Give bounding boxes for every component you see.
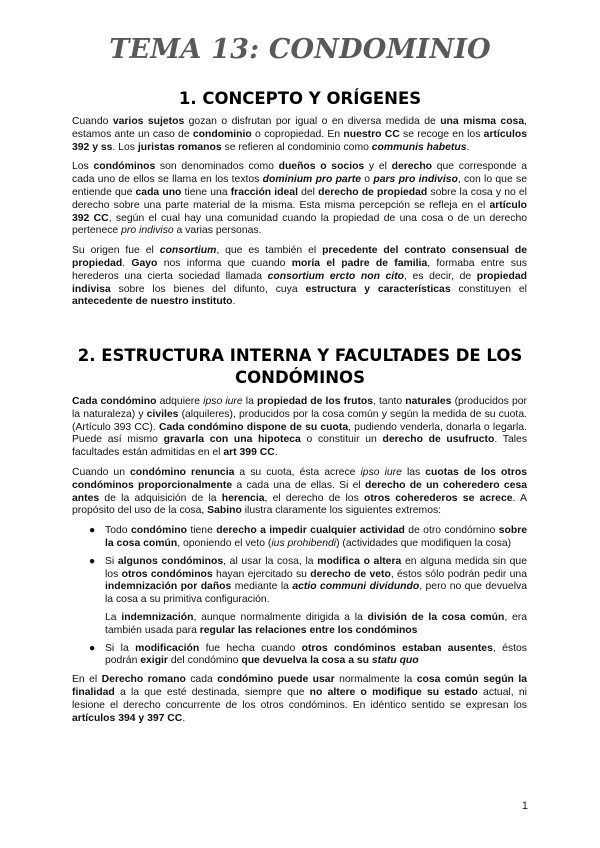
- bold-text: consortium ercto non cito: [267, 270, 405, 282]
- bold-text: precedente del contrato consensual de propiedad: [72, 245, 527, 269]
- text-run: .: [182, 712, 186, 724]
- text-run: tiene: [186, 525, 217, 537]
- text-run: Cuando: [72, 116, 113, 127]
- bold-text: Sabino: [207, 505, 242, 517]
- text-run: , el derecho de los: [264, 492, 364, 504]
- bold-text: Gayo: [131, 257, 158, 269]
- bold-text: communis habetus: [371, 141, 467, 153]
- text-run: , que es también el: [216, 245, 323, 257]
- bold-text: derecho de usufructo: [382, 434, 495, 446]
- text-run: , es decir, de: [404, 270, 477, 282]
- text-run: , oponiendo el veto (: [177, 537, 272, 549]
- text-run: constituyen el: [450, 283, 527, 295]
- text-run: Si la: [105, 642, 136, 654]
- bold-text: condómino: [130, 525, 187, 537]
- text-run: son denominados como: [155, 161, 279, 173]
- text-run: .: [122, 257, 132, 269]
- page-number: 1: [521, 800, 528, 812]
- text-run: tiene una: [181, 186, 231, 198]
- bold-text: dominium pro parte: [262, 174, 361, 186]
- text-run: se recoge en los: [399, 128, 484, 140]
- text-run: , estamos ante un caso de: [72, 116, 527, 140]
- bold-text: estructura y características: [305, 283, 451, 295]
- text-run: en alguna medida sin que los: [105, 555, 527, 580]
- text-run: Su origen fue el: [72, 245, 160, 257]
- text-run: fue hecha cuando: [199, 642, 302, 654]
- bullet-item: [72, 643, 527, 669]
- text-run: .: [466, 141, 470, 153]
- document-title: TEMA 13: CONDOMINIO: [109, 34, 491, 65]
- bold-text: pars pro indiviso: [373, 174, 458, 186]
- paragraph: [72, 467, 527, 518]
- bold-text: Cada condómino: [72, 396, 157, 407]
- bold-text: indemnización por daños: [105, 581, 232, 593]
- section-1-heading: 1. CONCEPTO Y ORÍGENES: [178, 89, 422, 108]
- text-run: Los: [72, 161, 94, 173]
- bold-text: cosa común según la finalidad: [72, 674, 528, 698]
- bold-text: art 399 CC: [223, 447, 275, 459]
- bullet-icon: ●: [89, 642, 96, 654]
- bold-text: dueños o socios: [278, 161, 365, 173]
- bold-text: derecho: [391, 161, 433, 173]
- paragraph: [72, 245, 527, 309]
- bullet-icon: ●: [89, 555, 96, 567]
- bold-text: artículo 392 CC: [72, 199, 527, 224]
- text-run: o constituir un: [300, 434, 383, 446]
- bullet-icon: ●: [89, 525, 96, 537]
- bullet-text: [105, 556, 527, 607]
- bold-text: varios sujetos: [112, 116, 185, 127]
- text-run: las: [401, 466, 426, 478]
- text-run: , aunque normalmente dirigida a la: [193, 611, 368, 623]
- text-run: y el: [364, 161, 392, 173]
- bold-text: regular las relaciones entre los condóminos: [199, 624, 418, 636]
- bold-text: otros coherederos se acrece: [364, 492, 513, 504]
- text-run: adquiere: [156, 396, 204, 407]
- bullet-text: [105, 525, 527, 551]
- bold-text: derecho de propiedad: [318, 186, 428, 198]
- text-run: o: [361, 174, 374, 186]
- text-run: En el: [72, 674, 102, 686]
- text-run: a la que esté destinada, siempre que: [114, 686, 310, 698]
- text-run: de otro condómino: [404, 525, 499, 537]
- text-run: , al usar la cosa, la: [223, 555, 318, 567]
- text-run: (producidos por la naturaleza) y: [72, 396, 527, 420]
- text-run: mediante la: [231, 581, 293, 593]
- bold-text: modificación: [135, 642, 200, 654]
- bold-text: Cada condómino dispone de su cuota: [158, 421, 349, 433]
- text-run: Todo: [105, 525, 131, 537]
- bold-text: naturales: [405, 396, 452, 407]
- bold-text: fracción ideal: [230, 186, 298, 198]
- bold-text: condóminos: [93, 161, 156, 173]
- section-1-body: [72, 116, 527, 316]
- text-run: a cada una de ellas. Si el: [232, 479, 366, 491]
- bold-text: algunos condóminos: [117, 555, 224, 567]
- bold-text: nuestro CC: [343, 128, 400, 140]
- text-run: , pudiendo venderla, donarla o legarla. Puede así mismo: [72, 421, 527, 446]
- text-run: . A propósito del uso de la cosa,: [72, 492, 527, 517]
- bold-text: propiedad indivisa: [72, 270, 527, 295]
- bold-text: otros condóminos: [121, 568, 213, 580]
- bold-text: consortium: [159, 245, 217, 257]
- bold-text: derecho a impedir cualquier actividad: [216, 525, 405, 537]
- bold-text: statu quo: [371, 655, 419, 667]
- text-run: ) (actividades que modifiquen la cosa): [336, 537, 512, 549]
- bullet-list: [72, 525, 527, 668]
- italic-text: ipso iure: [203, 396, 243, 407]
- text-run: .: [274, 447, 278, 459]
- text-run: cada: [185, 674, 218, 686]
- text-run: . Los: [112, 141, 138, 153]
- bold-text: artículos 392 y ss: [72, 128, 527, 153]
- bold-text: cada uno: [135, 186, 182, 198]
- text-run: .: [232, 296, 236, 308]
- bold-text: cuotas de los otros condóminos proporcionalmente: [72, 466, 527, 491]
- text-run: nos informa que cuando: [157, 257, 292, 269]
- text-run: La: [105, 611, 122, 623]
- text-run: de la adquisición de la: [99, 492, 222, 504]
- italic-text: pro indiviso: [121, 225, 174, 237]
- bold-text: moría el padre de familia: [291, 257, 428, 269]
- text-run: la: [242, 396, 257, 407]
- italic-text: ipso iure: [360, 466, 402, 478]
- bold-text: indemnización: [121, 611, 194, 623]
- bullet-item: [72, 525, 527, 551]
- text-run: , éstos sólo podrán pedir una: [390, 568, 527, 580]
- bold-text: actio communi dividundo: [292, 581, 420, 593]
- bold-text: derecho de un coheredero cesa antes: [72, 479, 527, 504]
- text-run: , según el cual hay una comunidad cuando la propiedad de una cosa o de un derecho pertenece: [72, 212, 528, 237]
- text-run: , éstos podrán: [105, 642, 527, 667]
- section-2-body: [72, 396, 527, 732]
- paragraph: [72, 674, 527, 725]
- text-run: ilustra claramente los siguientes extremos:: [241, 505, 442, 517]
- text-run: que corresponde a cada uno de ellos se llama en los textos: [72, 161, 528, 186]
- section-2-heading: 2. ESTRUCTURA INTERNA Y FACULTADES DE LOS CONDÓMINOS: [77, 346, 523, 387]
- text-run: se refieren al condominio como: [221, 141, 372, 153]
- bold-text: una misma cosa: [440, 116, 525, 127]
- text-run: del: [297, 186, 319, 198]
- text-run: gozan o disfrutan por igual o en diversa medida de: [184, 116, 441, 127]
- text-run: . Tales facultades están admitidas en el: [72, 434, 528, 459]
- text-run: , tanto: [373, 396, 406, 407]
- bold-text: condómino renuncia: [130, 466, 235, 478]
- text-run: (alquileres), producidos por la cosa común y según la medida de su cuota. (Artículo 393 CC).: [72, 408, 527, 433]
- bold-text: gravarla con una hipoteca: [163, 434, 301, 446]
- bold-text: división de la cosa común: [367, 611, 505, 623]
- bold-text: Derecho romano: [101, 674, 186, 686]
- text-run: , formaba entre sus herederos una cierta sociedad llamada: [72, 257, 527, 282]
- text-run: actual, ni lesione el derecho concurrente de los otros condóminos. En idéntico sentido se expresan los: [72, 686, 527, 711]
- text-run: , pero no que devuelva la cosa a su primitiva configuración.: [105, 581, 527, 606]
- paragraph: [72, 161, 527, 238]
- bold-text: artículos 394 y 397 CC: [72, 712, 183, 724]
- paragraph: [72, 396, 527, 460]
- bold-text: antecedente de nuestro instituto: [72, 296, 233, 308]
- text-run: del condómino: [167, 655, 242, 667]
- italic-text: ius prohibendi: [271, 537, 337, 549]
- text-run: sobre la cosa y no el derecho sobre una parte material de la misma. Esta misma percepción se refleja en el: [72, 186, 527, 211]
- bold-text: exigir: [140, 655, 168, 667]
- bullet-text: [105, 643, 527, 669]
- text-run: Si: [105, 555, 118, 567]
- bold-text: civiles: [146, 408, 179, 420]
- text-run: hayan ejercitado su: [212, 568, 311, 580]
- bold-text: juristas romanos: [137, 141, 222, 153]
- bold-text: derecho de veto: [310, 568, 391, 580]
- bold-text: sobre la cosa común: [105, 525, 528, 549]
- text-run: Cuando un: [72, 466, 131, 478]
- bullet-text: [105, 612, 527, 638]
- bold-text: que devuelva la cosa a su: [241, 655, 372, 667]
- bullet-item: [72, 556, 527, 638]
- text-run: a varias personas.: [173, 225, 262, 237]
- bold-text: otros condóminos estaban ausentes: [301, 642, 493, 654]
- bold-text: modifica o altera: [317, 555, 402, 567]
- text-run: , con lo que se entiende que: [72, 174, 527, 198]
- bold-text: condómino puede usar: [217, 674, 335, 686]
- paragraph: [72, 116, 527, 154]
- bold-text: herencia: [221, 492, 265, 504]
- bold-text: no altere o modifique su estado: [309, 686, 478, 698]
- text-run: , era también usada para: [105, 611, 527, 636]
- text-run: a su cuota, ésta acrece: [234, 466, 361, 478]
- text-run: o copropiedad. En: [251, 128, 344, 140]
- bold-text: propiedad de los frutos: [256, 396, 374, 407]
- bold-text: condominio: [192, 128, 252, 140]
- text-run: sobre los bienes del difunto, cuya: [110, 283, 306, 295]
- text-run: normalmente la: [334, 674, 417, 686]
